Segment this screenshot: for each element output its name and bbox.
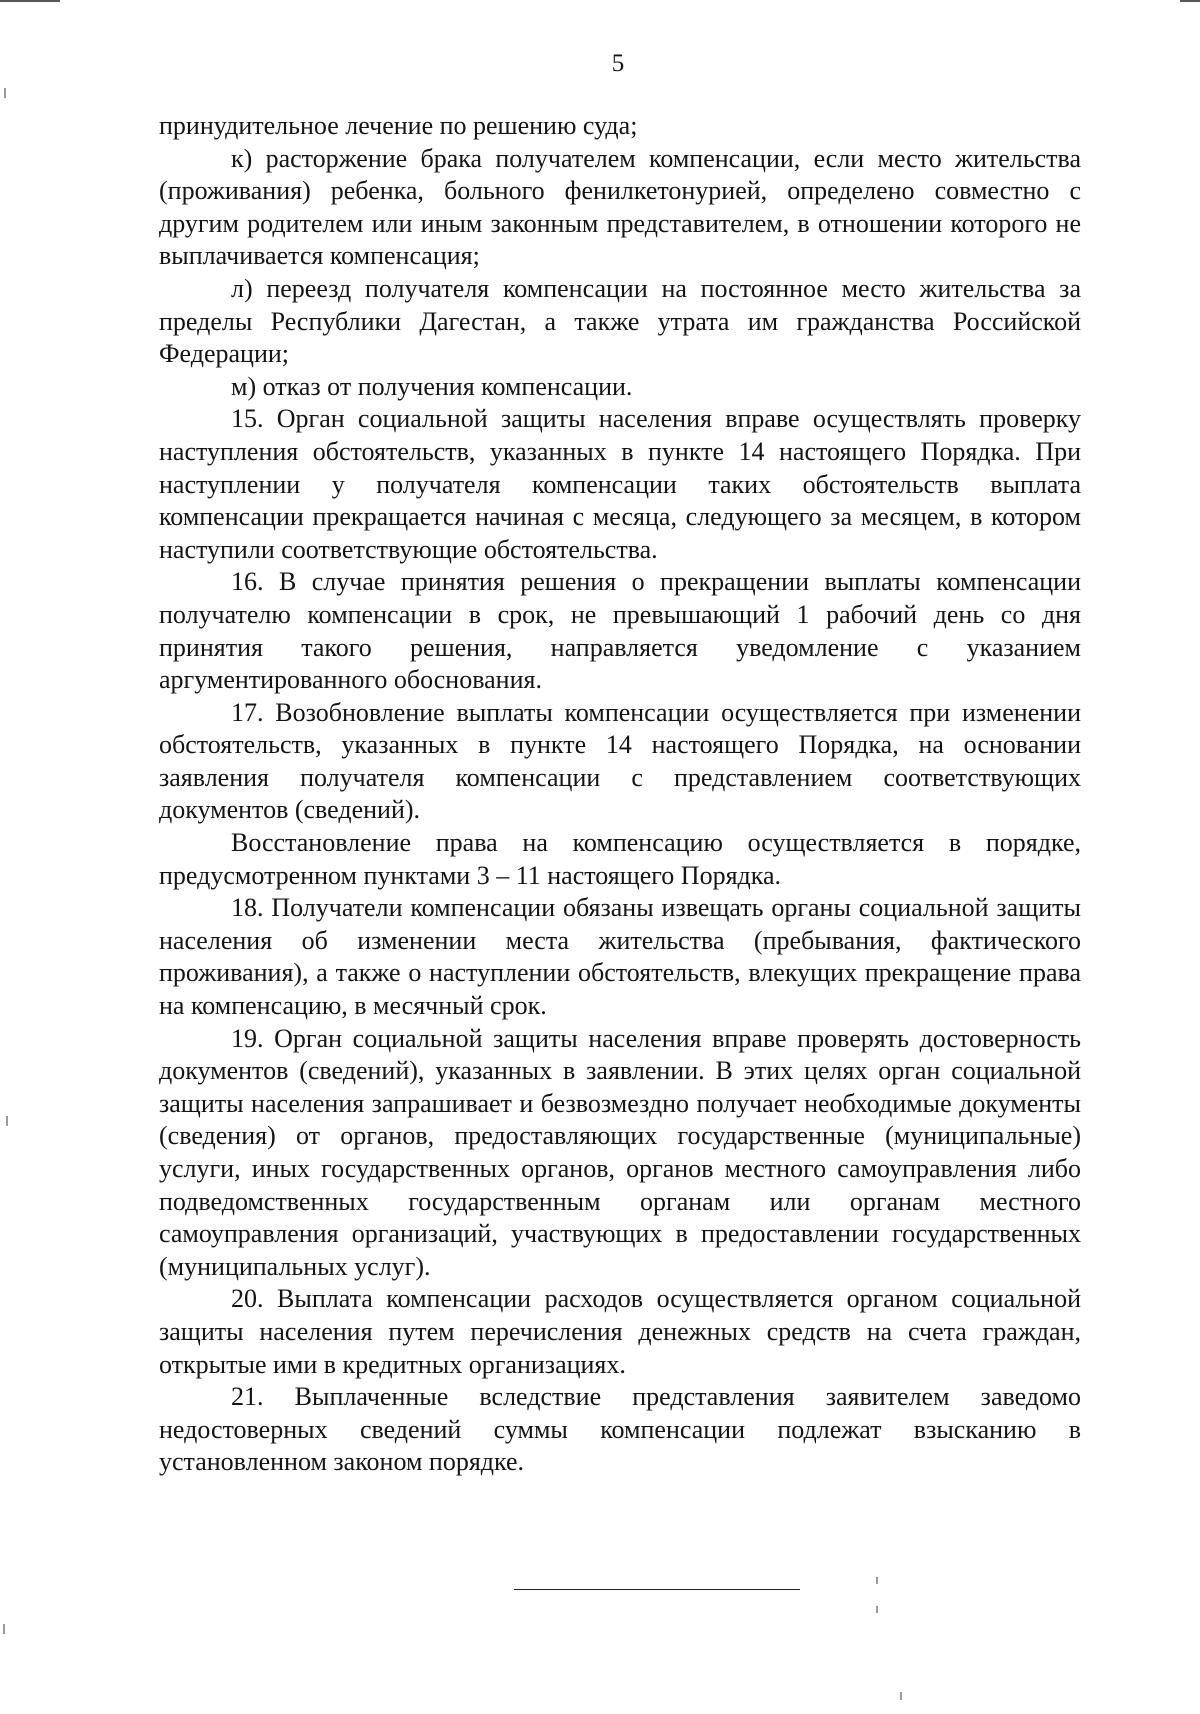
scan-mark	[4, 88, 6, 98]
scan-edge-right	[1180, 0, 1200, 2]
paragraph-clause-21: 21. Выплаченные вследствие представления заявителем заведомо недостоверных сведений суммы компенсации подлежат взысканию в установленном законом порядке.	[159, 1382, 1081, 1477]
paragraph-clause-15: 15. Орган социальной защиты населения вправе осуществлять проверку наступления обстоятельств, указанных в пункте 14 настоящего Порядка. При наступлении у получателя компенсации таких обстоятельств выплата компенсации прекращается начиная с месяца, следующего за месяцем, в котором наступили соответствующие обстоятельства.	[159, 404, 1081, 564]
paragraph-restoration: Восстановление права на компенсацию осуществляется в порядке, предусмотренном пунктами 3 – 11 настоящего Порядка.	[159, 828, 1081, 890]
scan-mark	[900, 1692, 902, 1700]
scan-edge-top	[0, 0, 60, 2]
page-number: 5	[611, 50, 625, 77]
paragraph-clause-19: 19. Орган социальной защиты населения вправе проверять достоверность документов (сведений), указанных в заявлении. В этих целях орган социальной защиты населения запрашивает и безвозмездно получает необходимые документы (сведения) от органов, предоставляющих государственные (муниципальные) услуги, иных государственных органов, органов местного самоуправления либо подведомственных государственным органам или органам местного самоуправления организаций, участвующих в предоставлении государственных (муниципальных услуг).	[159, 1023, 1081, 1281]
scan-mark	[876, 1577, 878, 1584]
paragraph-clause-16: 16. В случае принятия решения о прекращении выплаты компенсации получателю компенсации в срок, не превышающий 1 рабочий день со дня принятия такого решения, направляется уведомление с указанием аргументированного обоснования.	[159, 567, 1081, 695]
paragraph-clause-20: 20. Выплата компенсации расходов осуществляется органом социальной защиты населения путем перечисления денежных средств на счета граждан, открытые ими в кредитных организациях.	[159, 1284, 1081, 1379]
paragraph-clause-17: 17. Возобновление выплаты компенсации осуществляется при изменении обстоятельств, указанных в пункте 14 настоящего Порядка, на основании заявления получателя компенсации с представлением соответствующих документов (сведений).	[159, 697, 1081, 825]
scan-mark	[876, 1606, 878, 1613]
paragraph: принудительное лечение по решению суда;	[159, 111, 638, 140]
scan-mark	[6, 1116, 8, 1126]
paragraph-clause-18: 18. Получатели компенсации обязаны извещать органы социальной защиты населения об изменении места жительства (пребывания, фактического проживания), а также о наступлении обстоятельств, влекущих прекращение права на компенсацию, в месячный срок.	[159, 893, 1081, 1021]
document-body	[159, 110, 1081, 1479]
paragraph-item-l: л) переезд получателя компенсации на постоянное место жительства за пределы Республики Дагестан, а также утрата им гражданства Российской Федерации;	[159, 273, 1081, 369]
paragraph-item-m: м) отказ от получения компенсации.	[231, 371, 633, 401]
end-of-document-rule	[514, 1589, 800, 1590]
scan-mark	[3, 1624, 5, 1634]
paragraph-item-k: к) расторжение брака получателем компенсации, если место жительства (проживания) ребенка, больного фенилкетонурией, определено совместно с другим родителем или иным законным представителем, в отношении которого не выплачивается компенсация;	[159, 143, 1081, 271]
